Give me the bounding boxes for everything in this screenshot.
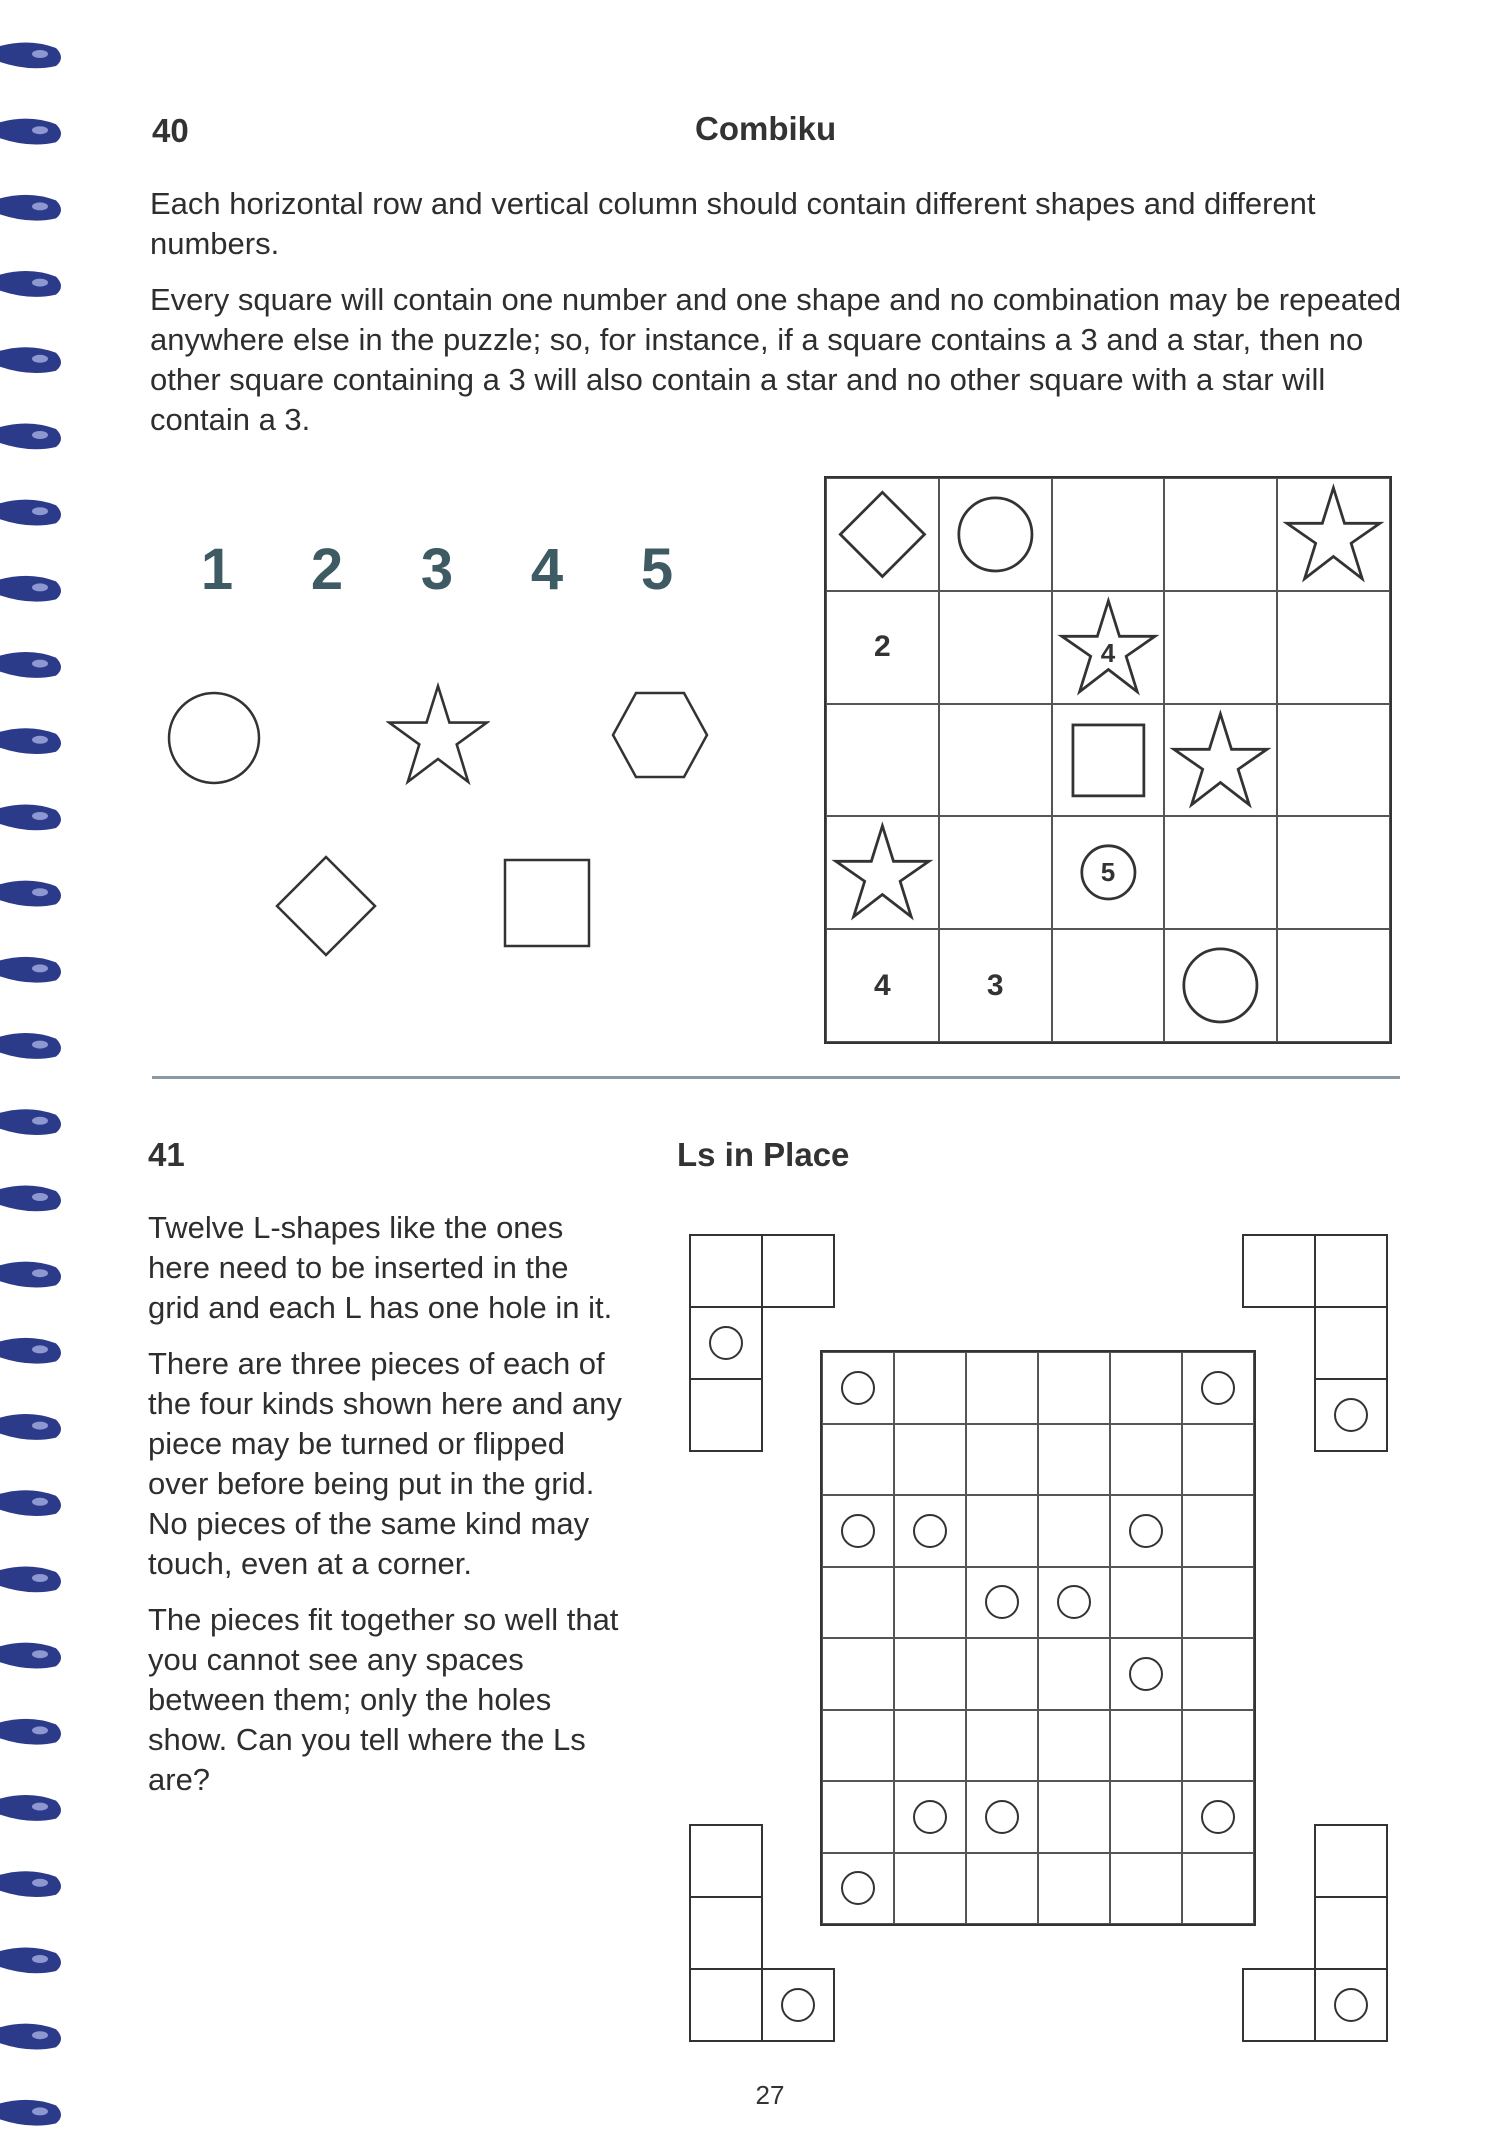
combiku-cell[interactable] (826, 816, 939, 929)
ls-grid-cell[interactable] (822, 1853, 894, 1925)
hole-icon (1129, 1514, 1163, 1548)
combiku-cell[interactable] (1052, 929, 1165, 1042)
ls-grid-cell[interactable] (894, 1567, 966, 1639)
ls-grid-cell[interactable] (822, 1495, 894, 1567)
combiku-cell[interactable] (1164, 704, 1277, 817)
hole-icon (913, 1800, 947, 1834)
hexagon-icon (610, 690, 710, 780)
ls-grid-cell[interactable] (1110, 1781, 1182, 1853)
square-icon (1053, 705, 1164, 816)
ls-grid-cell[interactable] (894, 1853, 966, 1925)
ls-grid-cell[interactable] (822, 1352, 894, 1424)
ls-grid-cell[interactable] (1110, 1638, 1182, 1710)
ls-grid-cell[interactable] (1038, 1853, 1110, 1925)
combiku-cell[interactable] (1052, 704, 1165, 817)
cell-number: 4 (1100, 637, 1116, 668)
ls-grid-cell[interactable] (1110, 1424, 1182, 1496)
ls-grid-cell[interactable] (966, 1710, 1038, 1782)
ls-grid-cell[interactable] (1038, 1781, 1110, 1853)
combiku-cell[interactable] (1277, 929, 1390, 1042)
ls-grid-cell[interactable] (822, 1567, 894, 1639)
combiku-cell[interactable] (1052, 478, 1165, 591)
hole-icon (709, 1326, 743, 1360)
combiku-cell[interactable] (826, 704, 939, 817)
legend-number: 1 (200, 537, 234, 602)
ls-grid-cell[interactable] (966, 1424, 1038, 1496)
instruction-paragraph: Each horizontal row and vertical column should contain different shapes and different numbers. (150, 186, 1316, 261)
diamond-icon (274, 854, 378, 958)
ls-grid-cell[interactable] (1110, 1352, 1182, 1424)
puzzle-title: Ls in Place (677, 1136, 850, 1173)
combiku-cell[interactable] (939, 929, 1052, 1042)
combiku-cell[interactable] (826, 478, 939, 591)
diamond-icon (827, 479, 938, 590)
hole-icon (1129, 1657, 1163, 1691)
cell-number: 4 (874, 968, 891, 1002)
hole-icon (1201, 1800, 1235, 1834)
hole-icon (1334, 1398, 1368, 1432)
hole-icon (841, 1871, 875, 1905)
ls-grid-cell[interactable] (894, 1495, 966, 1567)
combiku-cell[interactable] (1164, 478, 1277, 591)
ls-grid-cell[interactable] (1110, 1710, 1182, 1782)
ls-grid-cell[interactable] (822, 1781, 894, 1853)
hole-icon (985, 1585, 1019, 1619)
ls-grid-cell[interactable] (894, 1424, 966, 1496)
cell-number: 5 (1100, 857, 1116, 888)
ls-grid-cell[interactable] (1182, 1781, 1254, 1853)
ls-grid-cell[interactable] (894, 1710, 966, 1782)
hole-icon (1334, 1988, 1368, 2022)
legend-number: 4 (530, 537, 564, 602)
combiku-cell[interactable] (1164, 929, 1277, 1042)
ls-grid-cell[interactable] (894, 1781, 966, 1853)
hole-icon (1057, 1585, 1091, 1619)
ls-grid-cell[interactable] (966, 1495, 1038, 1567)
combiku-cell[interactable] (1277, 816, 1390, 929)
combiku-cell[interactable] (826, 591, 939, 704)
instruction-paragraph: The pieces fit together so well that you cannot see any spaces between them; only the holes show. Can you tell where the Ls are? (148, 1602, 619, 1797)
hole-icon (913, 1514, 947, 1548)
ls-grid-cell[interactable] (822, 1710, 894, 1782)
ls-grid-cell[interactable] (1110, 1567, 1182, 1639)
ls-grid-cell[interactable] (1038, 1495, 1110, 1567)
ls-grid-cell[interactable] (1038, 1352, 1110, 1424)
spiral-binding (0, 0, 70, 2151)
ls-grid-cell[interactable] (894, 1638, 966, 1710)
ls-grid-cell[interactable] (966, 1638, 1038, 1710)
circle-icon (940, 479, 1051, 590)
circle-icon (166, 690, 262, 786)
puzzle-instructions (148, 1208, 628, 1816)
section-divider (152, 1076, 1400, 1079)
combiku-cell[interactable] (1164, 591, 1277, 704)
ls-grid-cell[interactable] (1110, 1853, 1182, 1925)
combiku-cell[interactable] (939, 816, 1052, 929)
ls-grid-cell[interactable] (966, 1853, 1038, 1925)
circle-icon (1165, 930, 1276, 1041)
combiku-cell[interactable] (939, 591, 1052, 704)
cell-number: 2 (874, 630, 891, 664)
ls-grid-cell[interactable] (1182, 1424, 1254, 1496)
legend-number: 3 (420, 537, 454, 602)
ls-in-place-grid (820, 1350, 1256, 1926)
star-icon (1165, 705, 1276, 816)
legend-number: 2 (310, 537, 344, 602)
ls-grid-cell[interactable] (822, 1638, 894, 1710)
combiku-cell[interactable] (1052, 816, 1165, 929)
combiku-grid (824, 476, 1392, 1044)
combiku-cell[interactable] (1277, 478, 1390, 591)
ls-grid-cell[interactable] (1182, 1638, 1254, 1710)
ls-grid-cell[interactable] (1182, 1352, 1254, 1424)
hole-icon (781, 1988, 815, 2022)
hole-icon (985, 1800, 1019, 1834)
ls-grid-cell[interactable] (966, 1781, 1038, 1853)
ls-grid-cell[interactable] (1110, 1495, 1182, 1567)
square-icon (503, 858, 591, 948)
ls-grid-cell[interactable] (822, 1424, 894, 1496)
ls-grid-cell[interactable] (1182, 1710, 1254, 1782)
combiku-cell[interactable] (826, 929, 939, 1042)
star-icon (386, 682, 490, 786)
star-icon (1278, 479, 1389, 590)
ls-grid-cell[interactable] (1038, 1710, 1110, 1782)
puzzle-instructions (150, 184, 1415, 456)
hole-icon (1201, 1371, 1235, 1405)
ls-grid-cell[interactable] (1182, 1853, 1254, 1925)
page-number: 27 (755, 2080, 785, 2110)
combiku-cell[interactable] (1277, 591, 1390, 704)
combiku-cell[interactable] (1164, 816, 1277, 929)
instruction-paragraph: Every square will contain one number and one shape and no combination may be repeated anywhere else in the puzzle; so, for instance, if a square contains a 3 and a star, then no other square containing a 3 will also contain a star and no other square with a star will contain a 3. (150, 282, 1402, 437)
ls-grid-cell[interactable] (966, 1352, 1038, 1424)
puzzle-number: 40 (152, 112, 189, 149)
combiku-cell[interactable] (939, 704, 1052, 817)
ls-grid-cell[interactable] (1182, 1567, 1254, 1639)
ls-grid-cell[interactable] (1038, 1424, 1110, 1496)
hole-icon (841, 1371, 875, 1405)
legend-number: 5 (640, 537, 674, 602)
number-legend (162, 536, 712, 603)
combiku-cell[interactable] (939, 478, 1052, 591)
puzzle-number: 41 (148, 1136, 185, 1173)
ls-grid-cell[interactable] (966, 1567, 1038, 1639)
instruction-paragraph: Twelve L-shapes like the ones here need to be inserted in the grid and each L has one hole in it. (148, 1210, 613, 1325)
cell-number: 3 (986, 968, 1004, 1002)
ls-grid-cell[interactable] (1182, 1495, 1254, 1567)
ls-grid-cell[interactable] (894, 1352, 966, 1424)
combiku-cell[interactable] (1277, 704, 1390, 817)
puzzle-title: Combiku (695, 110, 837, 147)
ls-grid-cell[interactable] (1038, 1567, 1110, 1639)
hole-icon (841, 1514, 875, 1548)
instruction-paragraph: There are three pieces of each of the four kinds shown here and any piece may be turned or flipped over before being put in the grid. No pieces of the same kind may touch, even at a corner. (148, 1346, 622, 1581)
combiku-cell[interactable] (1052, 591, 1165, 704)
star-icon (827, 817, 938, 928)
ls-grid-cell[interactable] (1038, 1638, 1110, 1710)
